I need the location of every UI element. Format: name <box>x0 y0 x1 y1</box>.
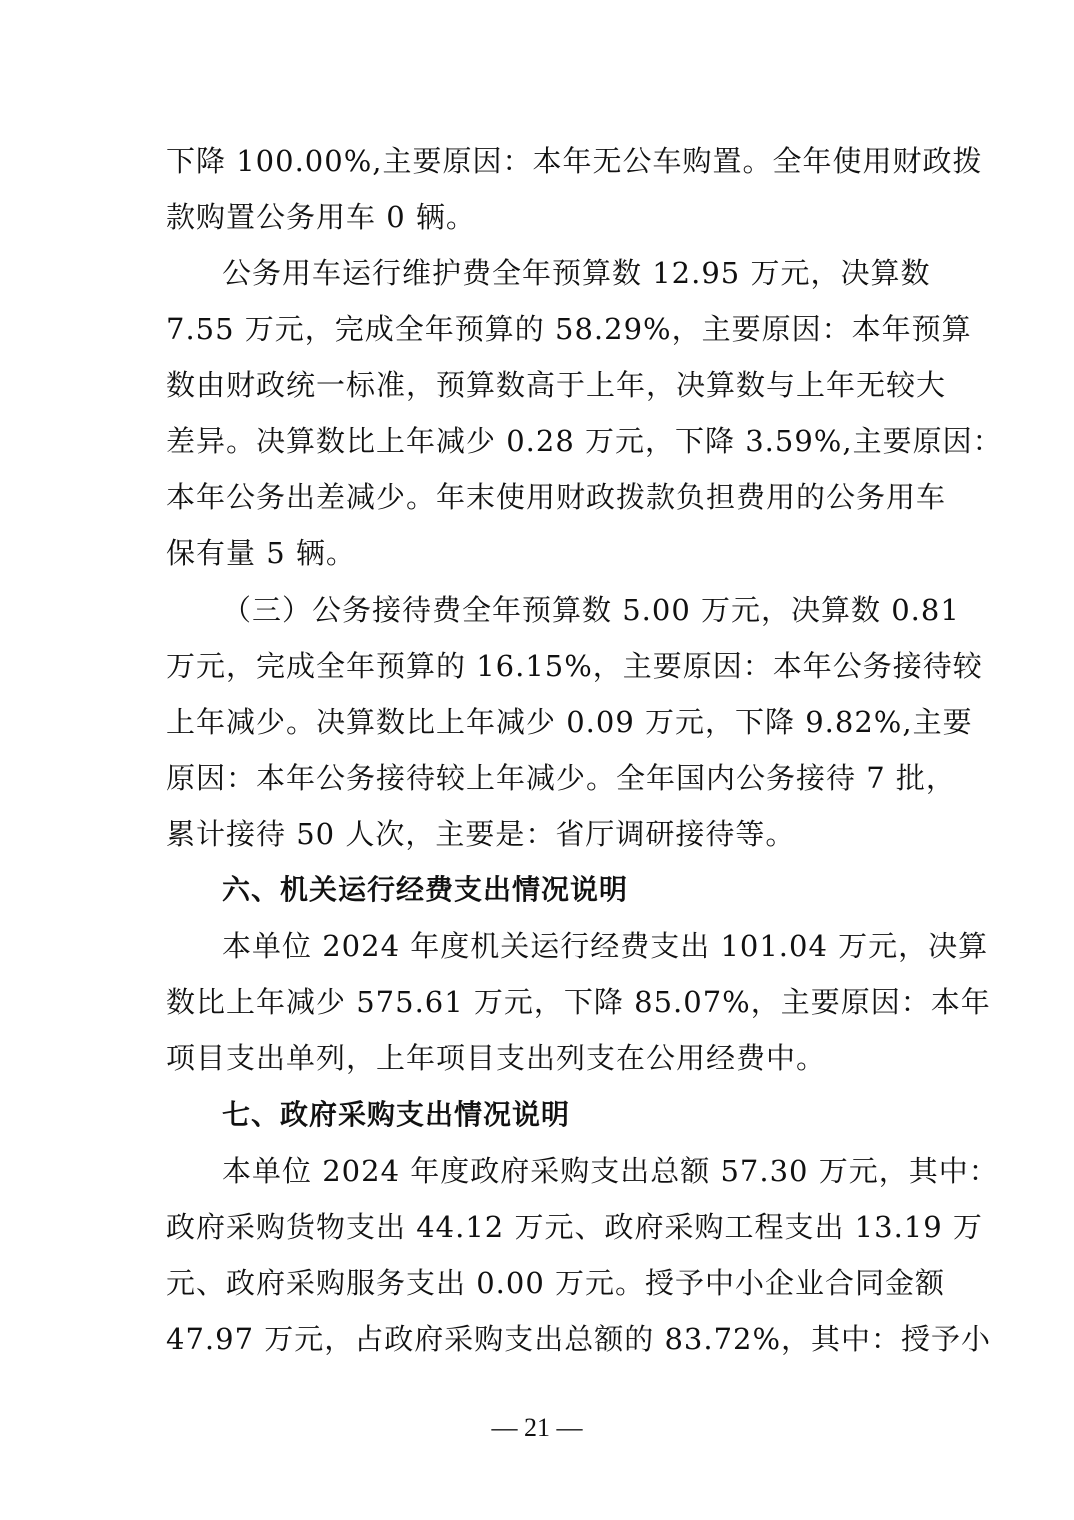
paragraph-line: 万元，完成全年预算的 16.15%，主要原因：本年公务接待较 <box>166 649 983 683</box>
paragraph-line: （三）公务接待费全年预算数 5.00 万元，决算数 0.81 <box>222 593 960 627</box>
paragraph-line: 本单位 2024 年度机关运行经费支出 101.04 万元，决算 <box>222 929 989 963</box>
paragraph-line: 原因：本年公务接待较上年减少。全年国内公务接待 7 批， <box>166 761 956 795</box>
paragraph-line: 差异。决算数比上年减少 0.28 万元，下降 3.59%,主要原因： <box>166 424 1003 458</box>
paragraph-line: 下降 100.00%,主要原因：本年无公车购置。全年使用财政拨 <box>166 144 983 178</box>
paragraph-line: 公务用车运行维护费全年预算数 12.95 万元，决算数 <box>222 256 931 290</box>
paragraph-line: 数由财政统一标准，预算数高于上年，决算数与上年无较大 <box>166 368 947 402</box>
section-heading-7: 七、政府采购支出情况说明 <box>222 1098 571 1131</box>
paragraph-line: 上年减少。决算数比上年减少 0.09 万元，下降 9.82%,主要 <box>166 705 973 739</box>
paragraph-line: 本单位 2024 年度政府采购支出总额 57.30 万元，其中： <box>222 1154 999 1188</box>
paragraph-line: 47.97 万元，占政府采购支出总额的 83.72%，其中：授予小 <box>166 1322 992 1356</box>
page-number: — 21 — <box>491 1413 583 1442</box>
paragraph-line: 7.55 万元，完成全年预算的 58.29%，主要原因：本年预算 <box>166 312 972 346</box>
paragraph-line: 款购置公务用车 0 辆。 <box>166 200 476 234</box>
paragraph-line: 本年公务出差减少。年末使用财政拨款负担费用的公务用车 <box>166 480 947 514</box>
paragraph-line: 累计接待 50 人次，主要是：省厅调研接待等。 <box>166 817 796 851</box>
paragraph-line: 政府采购货物支出 44.12 万元、政府采购工程支出 13.19 万 <box>166 1210 983 1244</box>
paragraph-line: 数比上年减少 575.61 万元，下降 85.07%，主要原因：本年 <box>166 985 991 1019</box>
paragraph-line: 保有量 5 辆。 <box>166 536 356 570</box>
paragraph-line: 项目支出单列，上年项目支出列支在公用经费中。 <box>166 1041 827 1075</box>
paragraph-line: 元、政府采购服务支出 0.00 万元。授予中小企业合同金额 <box>166 1266 946 1300</box>
section-heading-6: 六、机关运行经费支出情况说明 <box>222 873 629 906</box>
